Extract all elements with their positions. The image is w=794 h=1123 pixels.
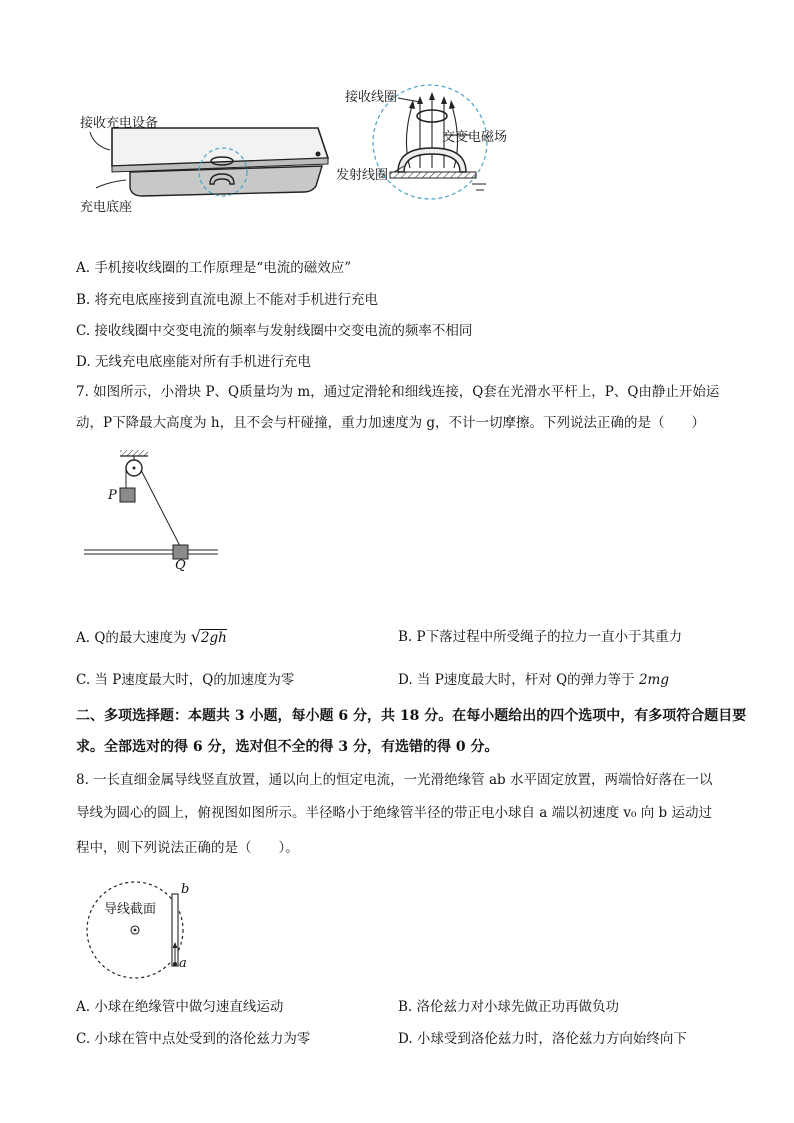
- label-alternating-field: 交变电磁场: [442, 130, 508, 145]
- q8-stem-line-1: 8. 一长直细金属导线竖直放置，通以向上的恒定电流，一光滑绝缘管 ab 水平固定放置，两端恰好落在一以: [76, 772, 713, 788]
- section-heading-line-1: 二、多项选择题：本题共 3 小题，每小题 6 分，共 18 分。在每小题给出的四个选项中，有多项符合题目要: [76, 708, 747, 724]
- label-tube-end-a: a: [179, 956, 187, 971]
- label-wire-section: 导线截面: [104, 902, 157, 917]
- q6-option-d: D. 无线充电底座能对所有手机进行充电: [76, 354, 311, 370]
- q6-option-a: A. 手机接收线圈的工作原理是“电流的磁效应”: [76, 260, 352, 276]
- label-transmit-coil: 发射线圈: [336, 168, 389, 183]
- q6-option-c: C. 接收线圈中交变电流的频率与发射线圈中交变电流的频率不相同: [76, 323, 473, 339]
- label-block-p: P: [108, 488, 117, 503]
- q7-option-a-math: 2gh: [200, 630, 227, 646]
- q8-option-a: A. 小球在绝缘管中做匀速直线运动: [76, 999, 284, 1015]
- q8-stem-line-2: 导线为圆心的圆上，俯视图如图所示。半径略小于绝缘管半径的带正电小球自 a 端以初速度 v₀ 向 b 运动过: [76, 805, 712, 821]
- pulley-diagram: [80, 446, 230, 576]
- q7-option-d-math: 2mg: [638, 672, 670, 688]
- label-block-q: Q: [175, 558, 186, 573]
- q8-option-b: B. 洛伦兹力对小球先做正功再做负功: [398, 999, 620, 1015]
- section-heading-line-2: 求。全部选对的得 6 分，选对但不全的得 3 分，有选错的得 0 分。: [76, 739, 499, 755]
- q7-stem-line-2: 动，P下降最大高度为 h，且不会与杆碰撞，重力加速度为 g，不计一切摩擦。下列说法正确的是（ ）: [76, 415, 706, 431]
- label-receive-coil: 接收线圈: [345, 90, 398, 105]
- q7-option-d-text: D. 当 P速度最大时，杆对 Q的弹力等于: [398, 672, 635, 688]
- q6-option-b: B. 将充电底座接到直流电源上不能对手机进行充电: [76, 292, 379, 308]
- q7-option-c: C. 当 P速度最大时，Q的加速度为零: [76, 672, 295, 688]
- q7-option-d: [398, 670, 669, 690]
- q7-stem-line-1: 7. 如图所示，小滑块 P、Q质量均为 m，通过定滑轮和细线连接，Q套在光滑水平杆上，P、Q由静止开始运: [76, 384, 720, 400]
- label-tube-end-b: b: [181, 882, 190, 897]
- sqrt-symbol: √: [190, 627, 201, 646]
- q7-option-a-text: A. Q的最大速度为: [76, 630, 187, 646]
- q7-option-b: B. P下落过程中所受绳子的拉力一直小于其重力: [398, 629, 683, 645]
- q8-option-d: D. 小球受到洛伦兹力时，洛伦兹力方向始终向下: [398, 1031, 687, 1047]
- q7-option-a: [76, 627, 227, 648]
- q8-option-c: C. 小球在管中点处受到的洛伦兹力为零: [76, 1031, 311, 1047]
- label-receiving-device: 接收充电设备: [80, 116, 159, 131]
- label-charging-base: 充电底座: [80, 200, 133, 215]
- q8-stem-line-3: 程中，则下列说法正确的是（ ）。: [76, 840, 299, 856]
